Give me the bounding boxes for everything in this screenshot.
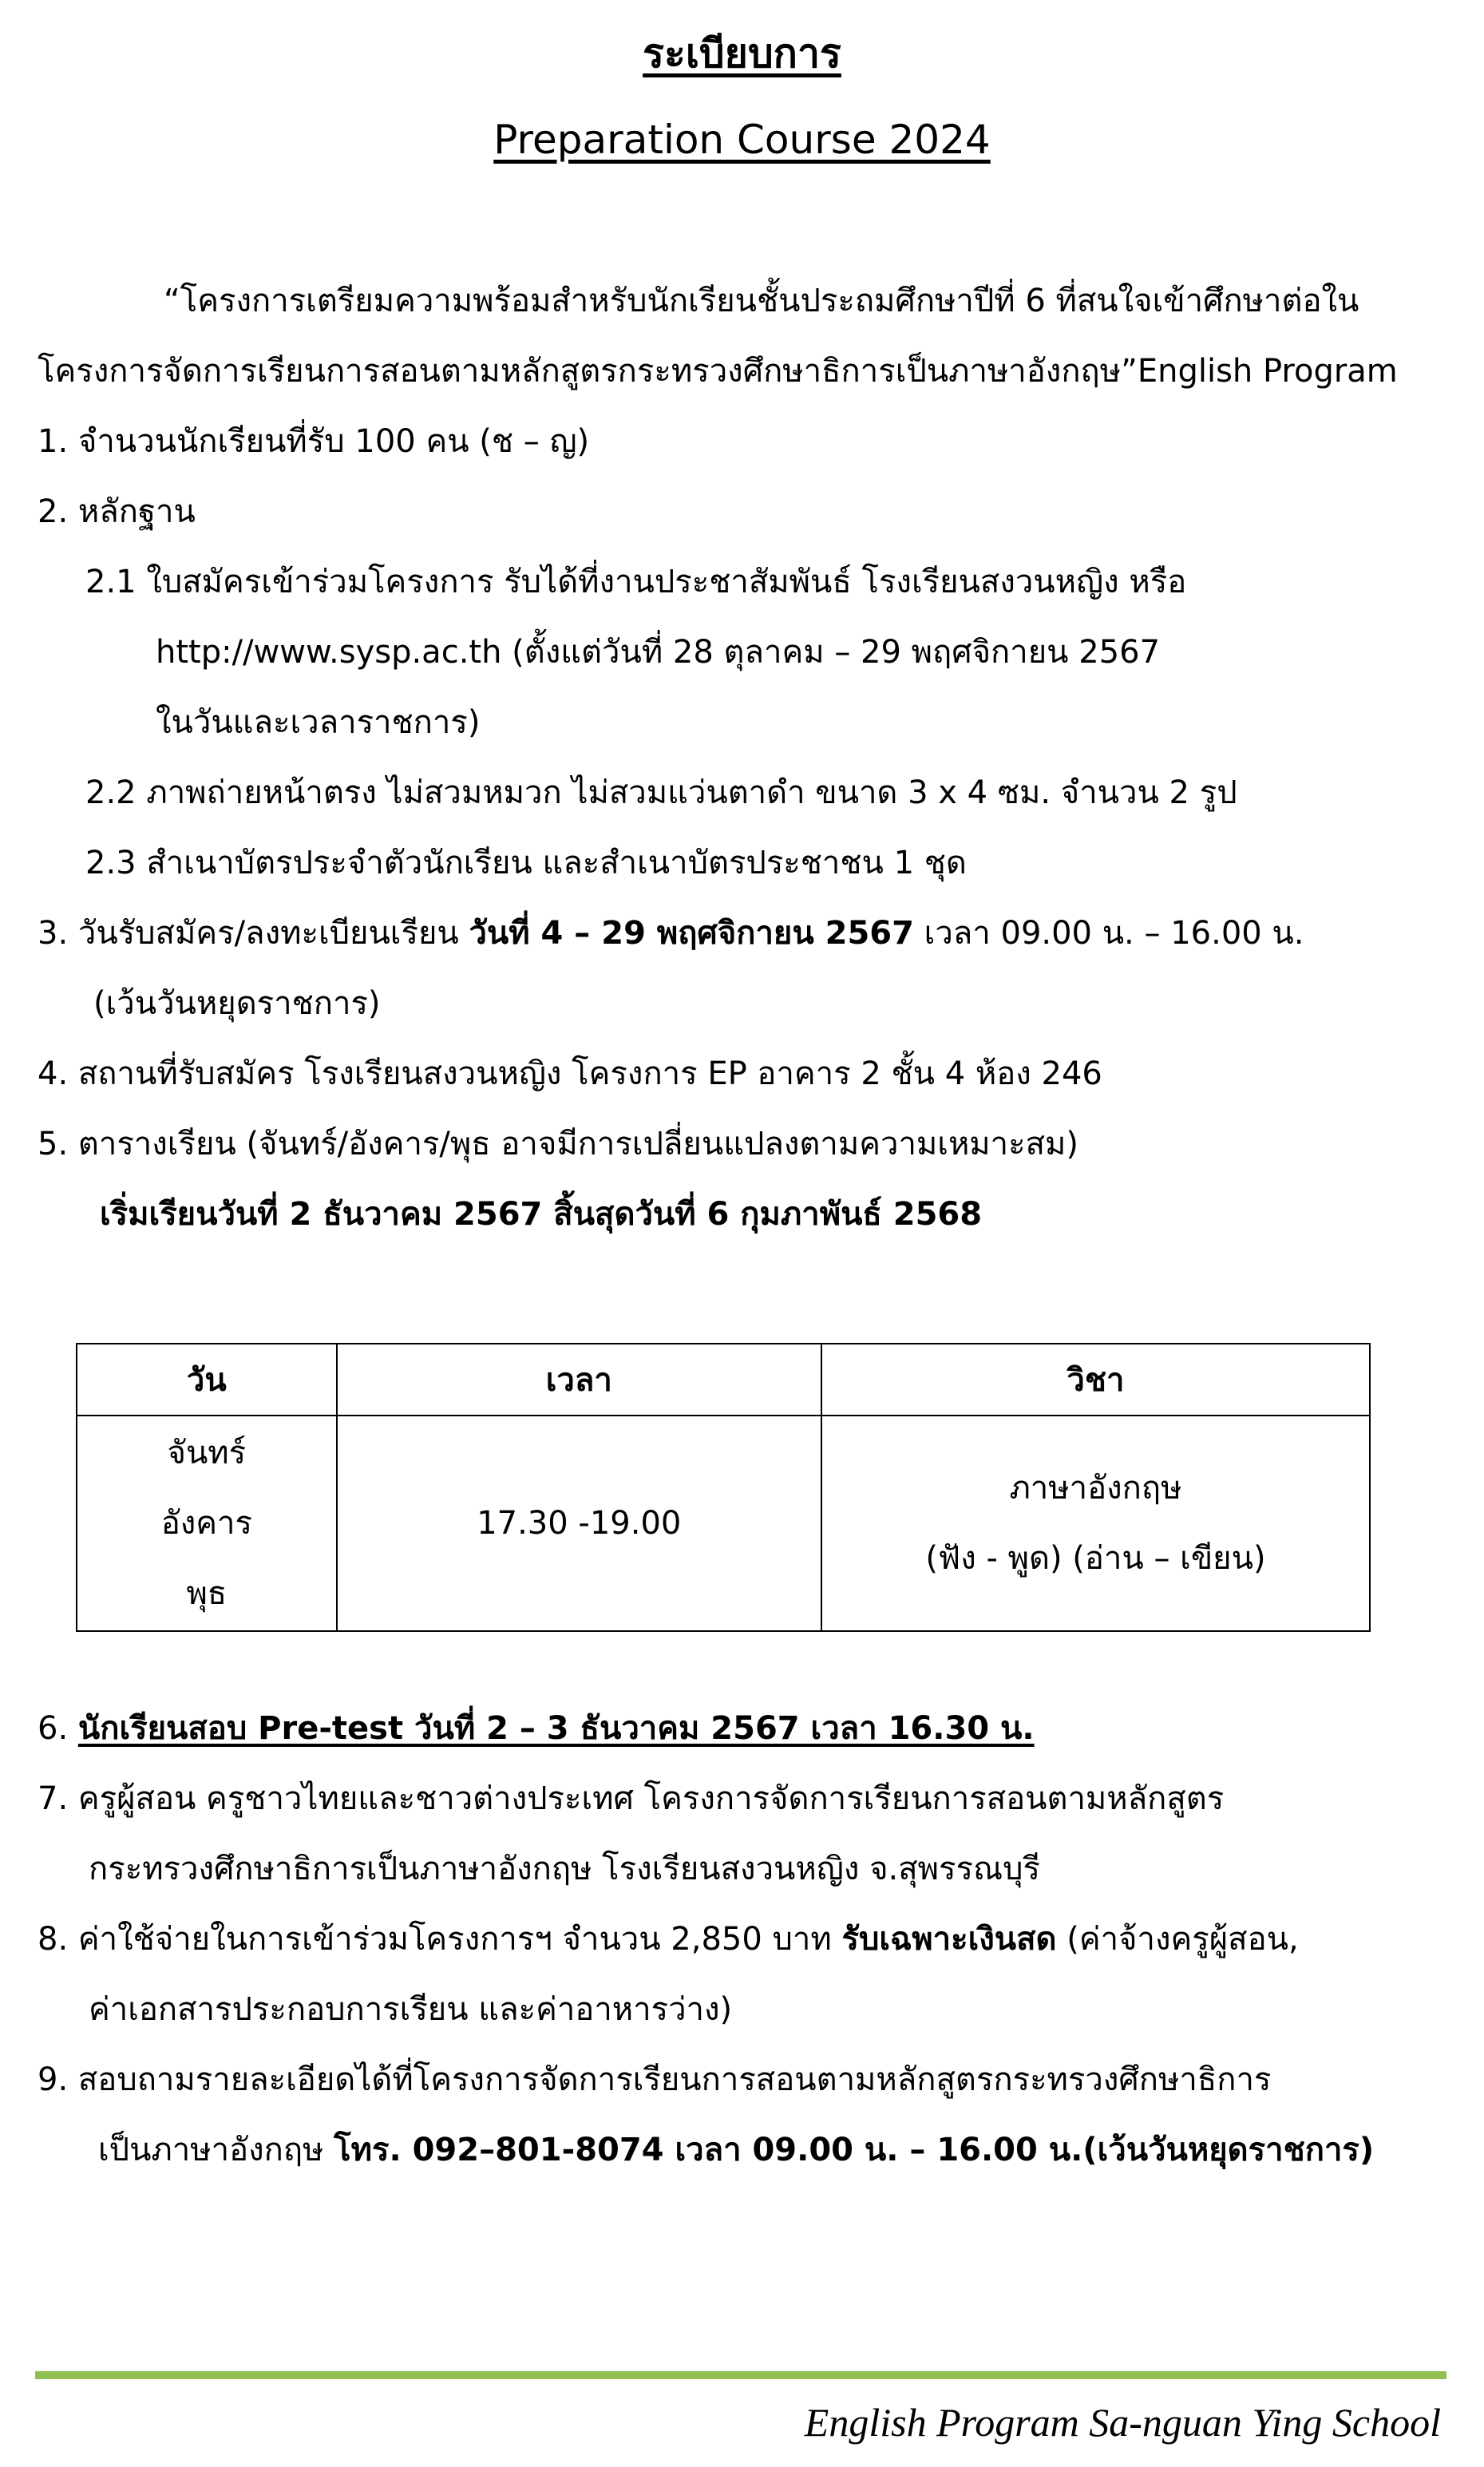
item-6-pretest-details: นักเรียนสอบ Pre-test วันที่ 2 – 3 ธันวาคม 2567 เวลา 16.30 น. bbox=[77, 1710, 1035, 1747]
item-2-1-website-link: http://www.sysp.ac.th (ตั้งแต่วันที่ 28 ตุลาคม – 29 พฤศจิกายน 2567 bbox=[156, 634, 1161, 671]
item-8-fees-cont: ค่าเอกสารประกอบการเรียน และค่าอาหารว่าง) bbox=[89, 1991, 733, 2028]
item-9-contact: 9. สอบถามรายละเอียดได้ที่โครงการจัดการเรียนการสอนตามหลักสูตรกระทรวงศึกษาธิการ bbox=[38, 2061, 1272, 2098]
header-subject: วิชา bbox=[821, 1344, 1370, 1416]
item-8-cash-only: รับเฉพาะเงินสด bbox=[841, 1921, 1057, 1958]
footer-school-name: English Program Sa-nguan Ying School bbox=[804, 2400, 1441, 2445]
document-title-english: Preparation Course 2024 bbox=[493, 117, 991, 163]
item-7-teachers-cont: กระทรวงศึกษาธิการเป็นภาษาอังกฤษ โรงเรียนสงวนหญิง จ.สุพรรณบุรี bbox=[89, 1851, 1040, 1887]
subject-name: ภาษาอังกฤษ bbox=[1009, 1470, 1182, 1507]
item-8-fees bbox=[38, 1922, 1299, 1957]
intro-line-2: โครงการจัดการเรียนการสอนตามหลักสูตรกระทรวงศึกษาธิการเป็นภาษาอังกฤษ”English Program bbox=[38, 353, 1398, 390]
item-2-documents: 2. หลักฐาน bbox=[38, 493, 196, 530]
item-7-teachers: 7. ครูผู้สอน ครูชาวไทยและชาวต่างประเทศ โครงการจัดการเรียนการสอนตามหลักสูตร bbox=[38, 1780, 1225, 1817]
cell-days bbox=[77, 1416, 337, 1631]
item-8-fee-note: (ค่าจ้างครูผู้สอน, bbox=[1056, 1921, 1299, 1958]
day-tuesday: อังคาร bbox=[160, 1505, 252, 1542]
footer-divider bbox=[35, 2371, 1446, 2379]
item-9-contact-phone bbox=[98, 2132, 1374, 2168]
schedule-table bbox=[76, 1343, 1371, 1632]
item-6-number: 6. bbox=[38, 1710, 78, 1747]
item-8-fee-amount: 8. ค่าใช้จ่ายในการเข้าร่วมโครงการฯ จำนวน 2,850 บาท bbox=[38, 1921, 842, 1958]
cell-subject bbox=[821, 1416, 1370, 1631]
item-3-time: เวลา 09.00 น. – 16.00 น. bbox=[913, 915, 1304, 952]
item-1-student-quota: 1. จำนวนนักเรียนที่รับ 100 คน (ช – ญ) bbox=[38, 423, 590, 460]
item-3-label: 3. วันรับสมัคร/ลงทะเบียนเรียน bbox=[38, 915, 469, 952]
document-title-thai: ระเบียบการ bbox=[643, 30, 841, 77]
item-2-1-application-form: 2.1 ใบสมัครเข้าร่วมโครงการ รับได้ที่งานประชาสัมพันธ์ โรงเรียนสงวนหญิง หรือ bbox=[85, 564, 1187, 600]
item-3-registration-date bbox=[38, 916, 1304, 951]
header-time: เวลา bbox=[337, 1344, 821, 1416]
day-wednesday: พุธ bbox=[186, 1575, 228, 1612]
item-3-holiday-note: (เว้นวันหยุดราชการ) bbox=[93, 985, 381, 1022]
item-4-location: 4. สถานที่รับสมัคร โรงเรียนสงวนหญิง โครงการ EP อาคาร 2 ชั้น 4 ห้อง 246 bbox=[38, 1055, 1102, 1092]
table-header-row bbox=[77, 1344, 1370, 1416]
item-5-timetable: 5. ตารางเรียน (จันทร์/อังคาร/พุธ อาจมีการเปลี่ยนแปลงตามความเหมาะสม) bbox=[38, 1126, 1079, 1162]
item-5-course-dates: เริ่มเรียนวันที่ 2 ธันวาคม 2567 สิ้นสุดวันที่ 6 กุมภาพันธ์ 2568 bbox=[100, 1196, 983, 1233]
cell-time: 17.30 -19.00 bbox=[337, 1416, 821, 1631]
item-9-label: เป็นภาษาอังกฤษ bbox=[98, 2132, 334, 2168]
item-3-dates: วันที่ 4 – 29 พฤศจิกายน 2567 bbox=[469, 915, 914, 952]
item-2-2-photo: 2.2 ภาพถ่ายหน้าตรง ไม่สวมหมวก ไม่สวมแว่นตาดำ ขนาด 3 x 4 ซม. จำนวน 2 รูป bbox=[85, 774, 1237, 811]
day-monday: จันทร์ bbox=[167, 1435, 247, 1471]
item-9-phone-hours: โทร. 092–801-8074 เวลา 09.00 น. – 16.00 น.(เว้นวันหยุดราชการ) bbox=[334, 2132, 1375, 2168]
header-day: วัน bbox=[77, 1344, 337, 1416]
intro-line-1: “โครงการเตรียมความพร้อมสำหรับนักเรียนชั้นประถมศึกษาปีที่ 6 ที่สนใจเข้าศึกษาต่อใน bbox=[164, 283, 1359, 319]
item-2-3-id-copies: 2.3 สำเนาบัตรประจำตัวนักเรียน และสำเนาบัตรประชาชน 1 ชุด bbox=[85, 845, 967, 881]
table-row bbox=[77, 1416, 1370, 1631]
subject-skills: (ฟัง - พูด) (อ่าน – เขียน) bbox=[925, 1540, 1266, 1577]
item-2-1-office-hours: ในวันและเวลาราชการ) bbox=[156, 704, 481, 741]
item-6-pretest bbox=[38, 1711, 1035, 1746]
